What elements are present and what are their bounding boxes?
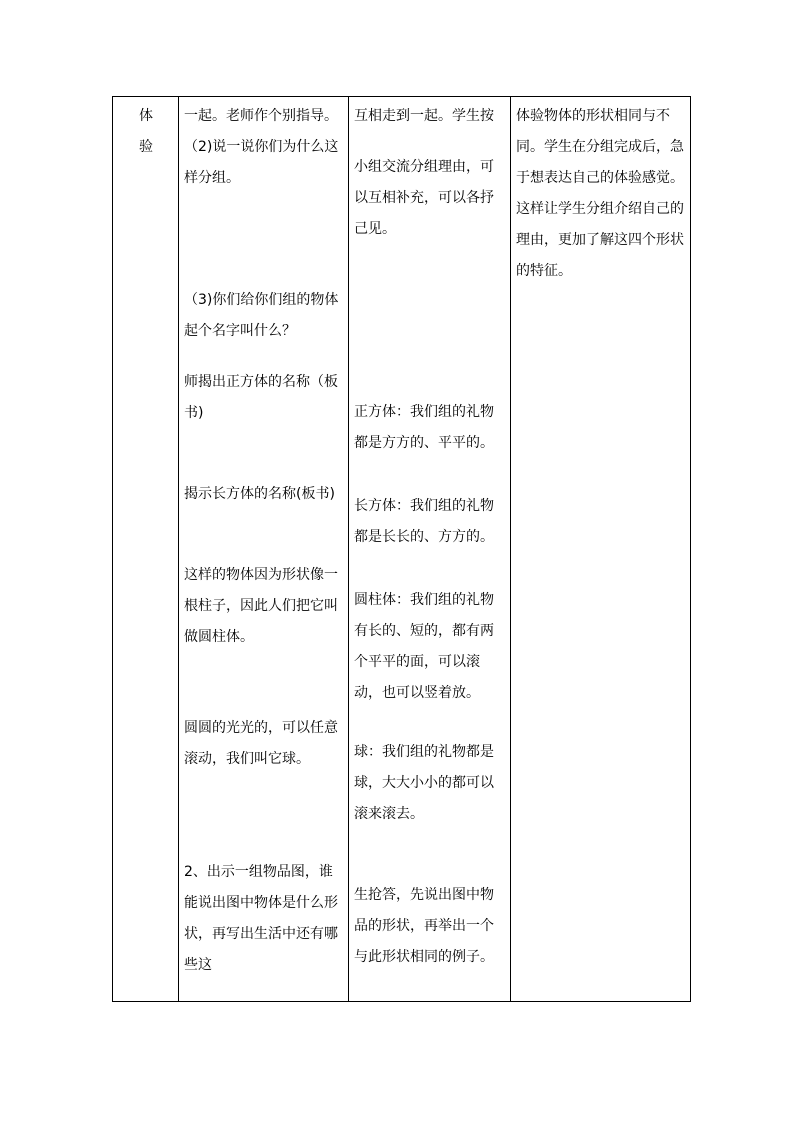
student-paragraph: 圆柱体：我们组的礼物有长的、短的，都有两个平平的面，可以滚动，也可以竖着放。 [354,592,494,701]
stage-cell [113,97,179,1002]
teacher-paragraph: 这样的物体因为形状像一根柱子，因此人们把它叫做圆柱体。 [184,567,338,645]
design-intent-cell [511,97,691,1002]
student-paragraph: 生抢答，先说出图中物品的形状，再举出一个与此形状相同的例子。 [354,887,494,965]
teacher-paragraph: （2)说一说你们为什么这样分组。 [184,139,339,186]
student-activity-cell [349,97,511,1002]
student-paragraph: 互相走到一起。学生按 [354,108,494,124]
stage-char: 验 [139,139,153,155]
teacher-paragraph: （3)你们给你们组的物体起个名字叫什么？ [184,292,339,339]
teacher-paragraph: 师揭出正方体的名称（板书) [184,374,338,421]
stage-char: 体 [139,108,153,124]
student-paragraph: 长方体：我们组的礼物都是长长的、方方的。 [354,498,494,545]
intent-paragraph: 体验物体的形状相同与不同。学生在分组完成后，急于想表达自己的体验感觉。这样让学生分组介绍自己的理由，更加了解这四个形状的特征。 [516,108,684,279]
teacher-paragraph: 一起。老师作个别指导。 [184,108,338,124]
student-paragraph: 正方体：我们组的礼物都是方方的、平平的。 [354,404,494,451]
table-row [113,97,691,1002]
lesson-plan-table [112,96,691,1002]
teacher-paragraph: 2、出示一组物品图，谁能说出图中物体是什么形状，再写出生活中还有哪些这 [184,864,338,973]
student-paragraph: 球：我们组的礼物都是球，大大小小的都可以滚来滚去。 [354,744,494,822]
teacher-paragraph: 圆圆的光光的，可以任意滚动，我们叫它球。 [184,720,338,767]
teacher-activity-cell [179,97,349,1002]
teacher-paragraph: 揭示长方体的名称(板书) [184,486,335,502]
student-paragraph: 小组交流分组理由，可以互相补充，可以各抒己见。 [354,159,494,237]
